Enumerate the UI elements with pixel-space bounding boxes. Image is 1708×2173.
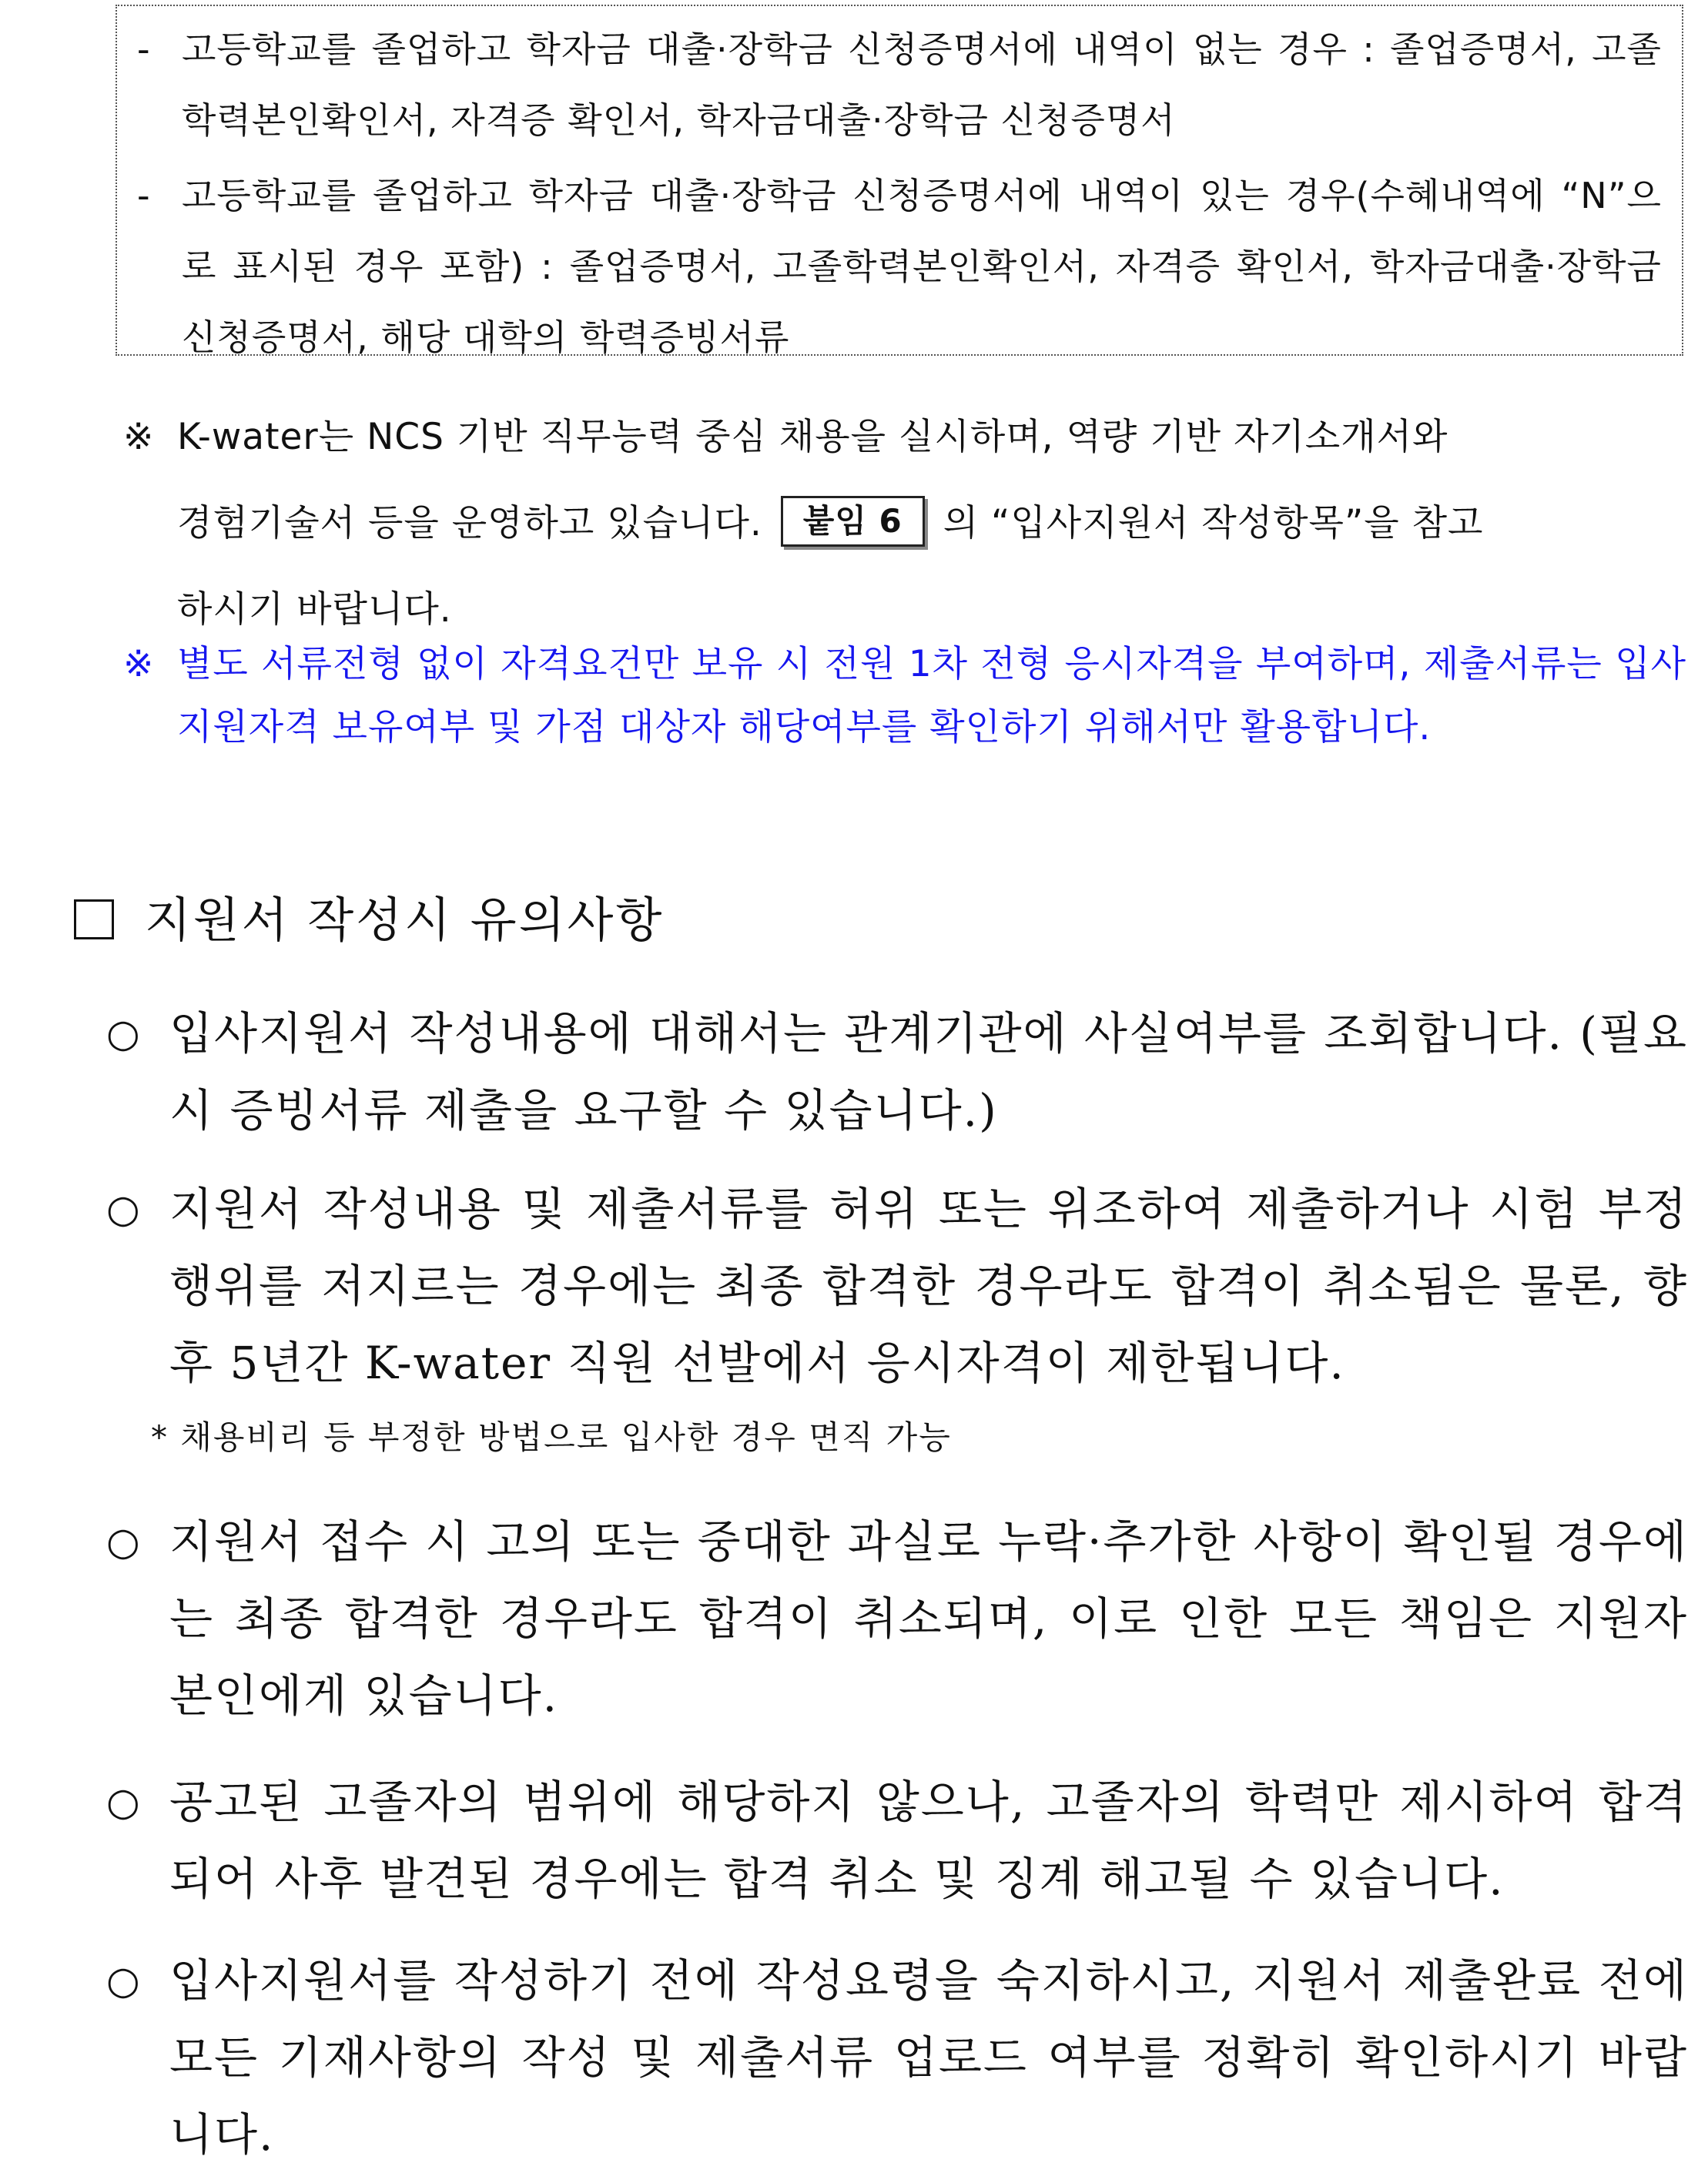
list-item — [137, 14, 1662, 156]
reference-mark: ※ — [123, 416, 155, 458]
checkbox-icon — [74, 899, 114, 939]
dash-marker: - — [137, 175, 151, 216]
circle-bullet-icon: ○ — [106, 1780, 142, 1824]
ncs-note-line-2 — [177, 480, 1686, 567]
list-item-text: 고등학교를 졸업하고 학자금 대출·장학금 신청증명서에 내역이 있는 경우(수혜내역에 “N”으로 표시된 경우 포함) : 졸업증명서, 고졸학력본인확인서, 자격증 확인서, 학자금대출·장학금 신청증명서, 해당 대학의 학력증빙서류 — [182, 175, 1662, 358]
notice-bullet — [106, 1942, 1688, 2173]
notice-bullet — [106, 1170, 1688, 1401]
notice-bullet-text: 입사지원서를 작성하기 전에 작성요령을 숙지하시고, 지원서 제출완료 전에 모든 기재사항의 작성 및 제출서류 업로드 여부를 정확히 확인하시기 바랍니다. — [169, 1954, 1688, 2161]
notice-bullet — [106, 1503, 1688, 1734]
list-item-text: 고등학교를 졸업하고 학자금 대출·장학금 신청증명서에 내역이 없는 경우 : 졸업증명서, 고졸학력본인확인서, 자격증 확인서, 학자금대출·장학금 신청증명서 — [182, 28, 1662, 141]
section-heading-text: 지원서 작성시 유의사항 — [145, 892, 665, 948]
screening-note-text: 별도 서류전형 없이 자격요건만 보유 시 전원 1차 전형 응시자격을 부여하며, 제출서류는 입사지원자격 보유여부 및 가점 대상자 해당여부를 확인하기 위해서만 활용합니다. — [177, 643, 1686, 748]
attachment-badge: 붙임 6 — [781, 496, 925, 547]
circle-bullet-icon: ○ — [106, 1011, 142, 1056]
document-list-box — [116, 5, 1683, 356]
circle-bullet-icon: ○ — [106, 1519, 142, 1564]
notice-bullet-text: 공고된 고졸자의 범위에 해당하지 않으나, 고졸자의 학력만 제시하여 합격되어 사후 발견된 경우에는 합격 취소 및 징계 해고될 수 있습니다. — [169, 1776, 1688, 1905]
list-item — [137, 160, 1662, 373]
ncs-note — [123, 394, 1686, 653]
screening-note — [123, 633, 1686, 759]
ncs-note-line-3: 하시기 바랍니다. — [177, 588, 452, 631]
ncs-note-line-1: K-water는 NCS 기반 직무능력 중심 채용을 실시하며, 역량 기반 자기소개서와 — [177, 416, 1448, 458]
notice-bullet — [106, 995, 1688, 1149]
ncs-note-line-2-before: 경험기술서 등을 운영하고 있습니다. — [177, 502, 762, 544]
notice-bullet-text: 지원서 접수 시 고의 또는 중대한 과실로 누락·추가한 사항이 확인될 경우에는 최종 합격한 경우라도 합격이 취소되며, 이로 인한 모든 책임은 지원자 본인에게 있습니다. — [169, 1515, 1688, 1722]
dismissal-subnote: * 채용비리 등 부정한 방법으로 입사한 경우 면직 가능 — [151, 1418, 952, 1456]
circle-bullet-icon: ○ — [106, 1958, 142, 2003]
notice-bullet-text: 지원서 작성내용 및 제출서류를 허위 또는 위조하여 제출하거나 시험 부정행위를 저지르는 경우에는 최종 합격한 경우라도 합격이 취소됨은 물론, 향후 5년간 K-water 직원 선발에서 응시자격이 제한됩니다. — [169, 1183, 1688, 1389]
reference-mark: ※ — [123, 643, 155, 685]
section-heading — [74, 886, 664, 955]
ncs-note-line-2-after: 의 “입사지원서 작성항목”을 참고 — [943, 502, 1484, 544]
notice-bullet — [106, 1763, 1688, 1917]
circle-bullet-icon: ○ — [106, 1187, 142, 1231]
dash-marker: - — [137, 28, 151, 70]
notice-bullet-text: 입사지원서 작성내용에 대해서는 관계기관에 사실여부를 조회합니다. (필요시 증빙서류 제출을 요구할 수 있습니다.) — [169, 1007, 1688, 1137]
